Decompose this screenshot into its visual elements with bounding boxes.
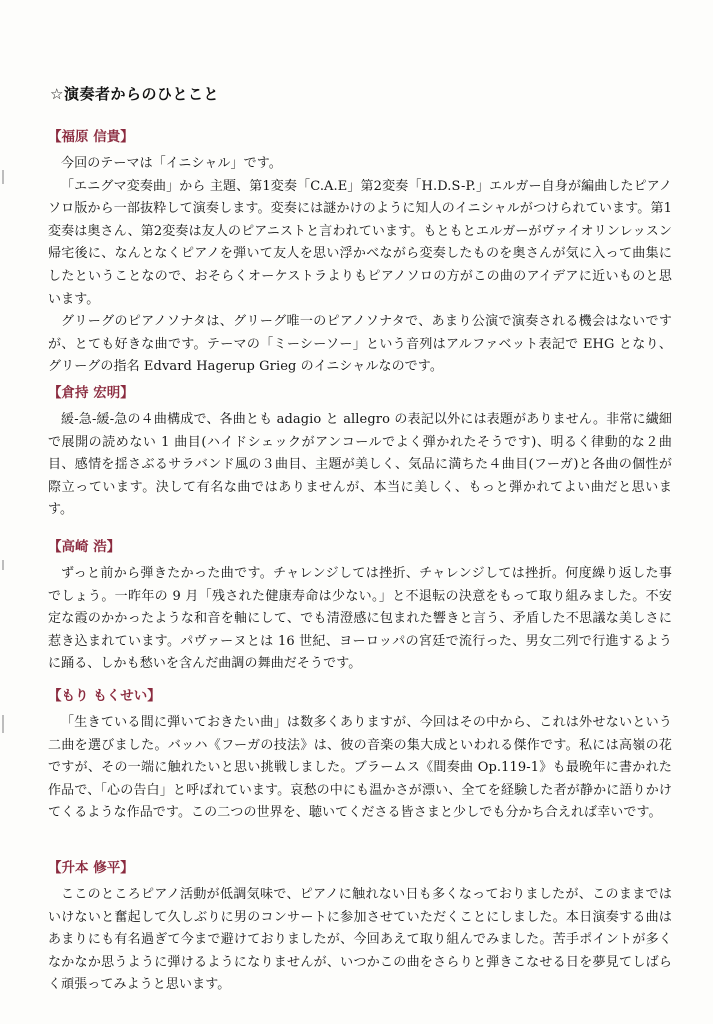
scan-edge-mark: [2, 170, 4, 184]
performer-comment-kuramochi: [48, 383, 672, 522]
page-heading: ☆演奏者からのひとこと: [50, 85, 219, 103]
performer-comment-mori: [48, 686, 672, 825]
performer-name: 【倉持 宏明】: [48, 385, 134, 401]
performer-comment-takasaki: [48, 537, 672, 676]
comment-paragraph: ずっと前から弾きたかった曲です。チャレンジしては挫折、チャレンジしては挫折。何度繰り返した事でしょう。一昨年の 9 月「残された健康寿命は少ない。」と不退転の決意をもって取り組みました。不安定な霞のかかったような和音を軸にして、でも清澄感に包まれた響きと言う、矛盾した不思議な美しさに惹き込まれています。パヴァーヌとは 16 世紀、ヨーロッパの宮廷で流行った、男女二列で行進するように踊る、しかも愁いを含んだ曲調の舞曲だそうです。: [48, 566, 672, 672]
comment-paragraph: 緩-急-緩-急の４曲構成で、各曲とも adagio と allegro の表記以外には表題がありません。非常に繊細で展開の読めない 1 曲目(ハイドシェックがアンコールでよく弾かれたそうです)、明るく律動的な２曲目、感情を揺さぶるサラバンド風の３曲目、主題が美しく、気品に満ちた４曲目(フーガ)と各曲の個性が際立っています。決して有名な曲ではありませんが、本当に美しく、もっと弾かれてよい曲だと思います。: [48, 412, 672, 518]
performer-comment-masumoto: [48, 858, 672, 997]
scan-edge-mark: [2, 715, 4, 733]
performer-name: 【高崎 浩】: [48, 539, 121, 555]
comment-paragraph: グリーグのピアノソナタは、グリーグ唯一のピアノソナタで、あまり公演で演奏される機会はないですが、とても好きな曲です。テーマの「ミーシーソー」という音列はアルファベット表記で EHG となり、グリーグの指名 Edvard Hagerup Grieg のイニシャルなのです。: [48, 314, 672, 375]
performer-comment-fukuhara: [48, 127, 672, 379]
comment-paragraph: ここのところピアノ活動が低調気味で、ピアノに触れない日も多くなっておりましたが、このままではいけないと奮起して久しぶりに男のコンサートに参加させていただくことにしました。本日演奏する曲はあまりにも有名過ぎて今まで避けておりましたが、今回あえて取り組んでみました。苦手ポイントが多くなかなか思うように弾けるようになりませんが、いつかこの曲をさらりと弾きこなせる日を夢見てしばらく頑張ってみようと思います。: [48, 887, 672, 993]
comment-paragraph: 「エニグマ変奏曲」から 主題、第1変奏「C.A.E」第2変奏「H.D.S-P.」エルガー自身が編曲したピアノソロ版から一部抜粋して演奏します。変奏には謎かけのように知人のイニシャルがつけられています。第1変奏は奥さん、第2変奏は友人のピアニストと言われています。もともとエルガーがヴァイオリンレッスン帰宅後に、なんとなくピアノを弾いて友人を思い浮かべながら変奏したものを奥さんが気に入って曲集にしたということなので、おそらくオーケストラよりもピアノソロの方がこの曲のアイデアに近いものと思います。: [48, 178, 672, 307]
performer-name: 【升本 修平】: [48, 860, 134, 876]
performer-name: 【福原 信貴】: [48, 129, 134, 145]
performer-name: 【もり もくせい】: [48, 688, 161, 704]
scan-edge-mark: [2, 560, 4, 570]
comment-paragraph: 「生きている間に弾いておきたい曲」は数多くありますが、今回はその中から、これは外せないという二曲を選びました。バッハ《フーガの技法》は、彼の音楽の集大成といわれる傑作です。私には高嶺の花ですが、その一端に触れたいと思い挑戦しました。ブラームス《間奏曲 Op.119-1》も最晩年に書かれた作品で、「心の告白」と呼ばれています。哀愁の中にも温かさが漂い、全てを経験した者が静かに語りかけてくるような作品です。この二つの世界を、聴いてくださる皆さまと少しでも分かち合えれば幸いです。: [48, 715, 672, 821]
comment-paragraph: 今回のテーマは「イニシャル」です。: [61, 156, 282, 171]
